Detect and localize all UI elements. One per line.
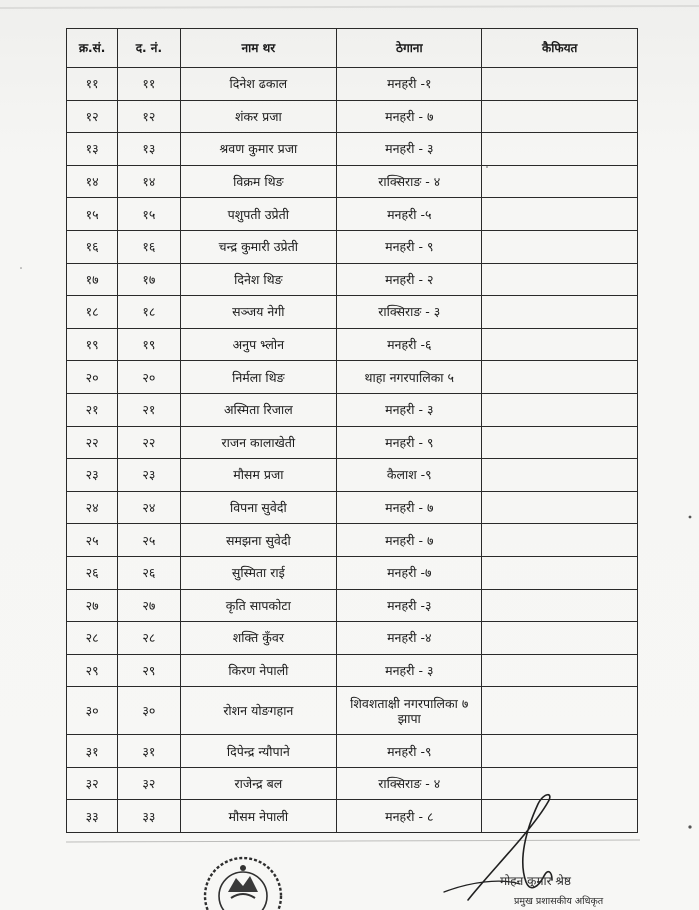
cell-remarks [482,296,638,329]
cell-name: किरण नेपाली [180,654,337,687]
cell-name: अनुप भ्लोन [180,328,337,361]
cell-name: मौसम नेपाली [180,800,337,833]
cell-address: मनहरी - ३ [337,133,482,166]
cell-name: चन्द्र कुमारी उप्रेती [180,230,337,263]
table-row [67,426,638,459]
table-row [67,589,638,622]
table-row [67,68,638,101]
cell-name: श्रवण कुमार प्रजा [180,133,337,166]
table-row [67,361,638,394]
cell-reg-no: २६ [118,556,180,589]
cell-name: शंकर प्रजा [180,100,337,133]
cell-reg-no: २२ [118,426,180,459]
cell-serial: १९ [67,328,118,361]
cell-reg-no: १३ [118,133,180,166]
cell-serial: ३३ [67,800,118,833]
header-serial: क्र.सं. [67,29,118,68]
cell-remarks [482,622,638,655]
header-address: ठेगाना [337,29,482,68]
cell-address: थाहा नगरपालिका ५ [337,361,482,394]
cell-remarks [482,230,638,263]
cell-remarks [482,491,638,524]
cell-name: रोशन योङगहान [180,687,337,735]
cell-address: मनहरी -६ [337,328,482,361]
cell-address: मनहरी -९ [337,735,482,768]
signature-block [440,790,660,910]
header-remarks: कैफियत [482,29,638,68]
cell-address: मनहरी -४ [337,622,482,655]
table-row [67,491,638,524]
cell-remarks [482,68,638,101]
table-row [67,133,638,166]
cell-name: निर्मला थिङ [180,361,337,394]
cell-name: राजन कालाखेती [180,426,337,459]
table-body [67,68,638,833]
cell-reg-no: २७ [118,589,180,622]
cell-address: मनहरी - ९ [337,230,482,263]
cell-remarks [482,165,638,198]
cell-reg-no: २५ [118,524,180,557]
table-row [67,198,638,231]
cell-name: दिनेश ढकाल [180,68,337,101]
table-row [67,328,638,361]
cell-remarks [482,100,638,133]
cell-serial: १८ [67,296,118,329]
cell-serial: ३२ [67,767,118,800]
table-row [67,654,638,687]
cell-reg-no: १९ [118,328,180,361]
cell-serial: १६ [67,230,118,263]
cell-address: मनहरी -१ [337,68,482,101]
cell-address: शिवशताक्षी नगरपालिका ७ झापा [337,687,482,735]
cell-reg-no: ११ [118,68,180,101]
cell-serial: ११ [67,68,118,101]
cell-name: दिपेन्द्र न्यौपाने [180,735,337,768]
table-header-row [67,29,638,68]
cell-name: सुस्मिता राई [180,556,337,589]
cell-address: मनहरी - ७ [337,491,482,524]
table-row [67,622,638,655]
cell-remarks [482,263,638,296]
cell-reg-no: ३० [118,687,180,735]
cell-reg-no: ३२ [118,767,180,800]
cell-name: मौसम प्रजा [180,459,337,492]
cell-name: सञ्जय नेगी [180,296,337,329]
cell-reg-no: २१ [118,393,180,426]
cell-serial: ३० [67,687,118,735]
cell-serial: २१ [67,393,118,426]
cell-serial: २४ [67,491,118,524]
cell-serial: २९ [67,654,118,687]
cell-remarks [482,556,638,589]
cell-reg-no: १७ [118,263,180,296]
attendance-register-table [66,28,638,833]
cell-address: मनहरी - ८ [337,800,482,833]
cell-remarks [482,198,638,231]
cell-name: समझना सुवेदी [180,524,337,557]
cell-address: मनहरी - ३ [337,654,482,687]
cell-name: विपना सुवेदी [180,491,337,524]
cell-address: मनहरी - ३ [337,393,482,426]
cell-remarks [482,687,638,735]
cell-serial: २० [67,361,118,394]
cell-remarks [482,133,638,166]
cell-address: मनहरी -५ [337,198,482,231]
table-row [67,230,638,263]
cell-name: दिनेश थिङ [180,263,337,296]
cell-serial: १२ [67,100,118,133]
cell-address: मनहरी - २ [337,263,482,296]
cell-reg-no: २० [118,361,180,394]
cell-reg-no: १४ [118,165,180,198]
cell-serial: २३ [67,459,118,492]
cell-reg-no: २४ [118,491,180,524]
cell-address: मनहरी -३ [337,589,482,622]
table-row [67,393,638,426]
cell-name: अस्मिता रिजाल [180,393,337,426]
cell-reg-no: १५ [118,198,180,231]
table-row [67,459,638,492]
cell-remarks [482,735,638,768]
table-row [67,687,638,735]
cell-serial: २५ [67,524,118,557]
cell-serial: ३१ [67,735,118,768]
cell-name: कृति सापकोटा [180,589,337,622]
header-name: नाम थर [180,29,337,68]
cell-remarks [482,361,638,394]
cell-serial: १७ [67,263,118,296]
cell-address: मनहरी - ७ [337,100,482,133]
table-row [67,100,638,133]
cell-address: मनहरी -७ [337,556,482,589]
signatory-name: मोहन कुमार श्रेष्ठ [500,874,571,888]
cell-name: पशुपती उप्रेती [180,198,337,231]
cell-serial: १५ [67,198,118,231]
cell-reg-no: १६ [118,230,180,263]
cell-address: राक्सिराङ - ३ [337,296,482,329]
cell-serial: २६ [67,556,118,589]
office-seal-stamp [198,848,288,910]
table-row [67,165,638,198]
table-row [67,735,638,768]
cell-name: राजेन्द्र बल [180,767,337,800]
cell-serial: १४ [67,165,118,198]
cell-remarks [482,524,638,557]
cell-serial: २२ [67,426,118,459]
cell-reg-no: ३१ [118,735,180,768]
cell-remarks [482,589,638,622]
cell-remarks [482,426,638,459]
cell-serial: २७ [67,589,118,622]
cell-remarks [482,654,638,687]
cell-remarks [482,459,638,492]
table-row [67,524,638,557]
cell-address: राक्सिराङ - ४ [337,767,482,800]
table-row [67,263,638,296]
cell-name: शक्ति कुँवर [180,622,337,655]
cell-reg-no: ३३ [118,800,180,833]
cell-serial: २८ [67,622,118,655]
cell-address: कैलाश -९ [337,459,482,492]
cell-reg-no: १८ [118,296,180,329]
cell-reg-no: २८ [118,622,180,655]
cell-reg-no: १२ [118,100,180,133]
table-row [67,556,638,589]
cell-address: मनहरी - ७ [337,524,482,557]
cell-remarks [482,328,638,361]
cell-name: विक्रम थिङ [180,165,337,198]
cell-address: राक्सिराङ - ४ [337,165,482,198]
signatory-designation: प्रमुख प्रशासकीय अधिकृत [514,896,604,907]
cell-reg-no: २९ [118,654,180,687]
cell-serial: १३ [67,133,118,166]
cell-remarks [482,393,638,426]
cell-reg-no: २३ [118,459,180,492]
table-row [67,296,638,329]
cell-address: मनहरी - ९ [337,426,482,459]
header-reg-no: द. नं. [118,29,180,68]
